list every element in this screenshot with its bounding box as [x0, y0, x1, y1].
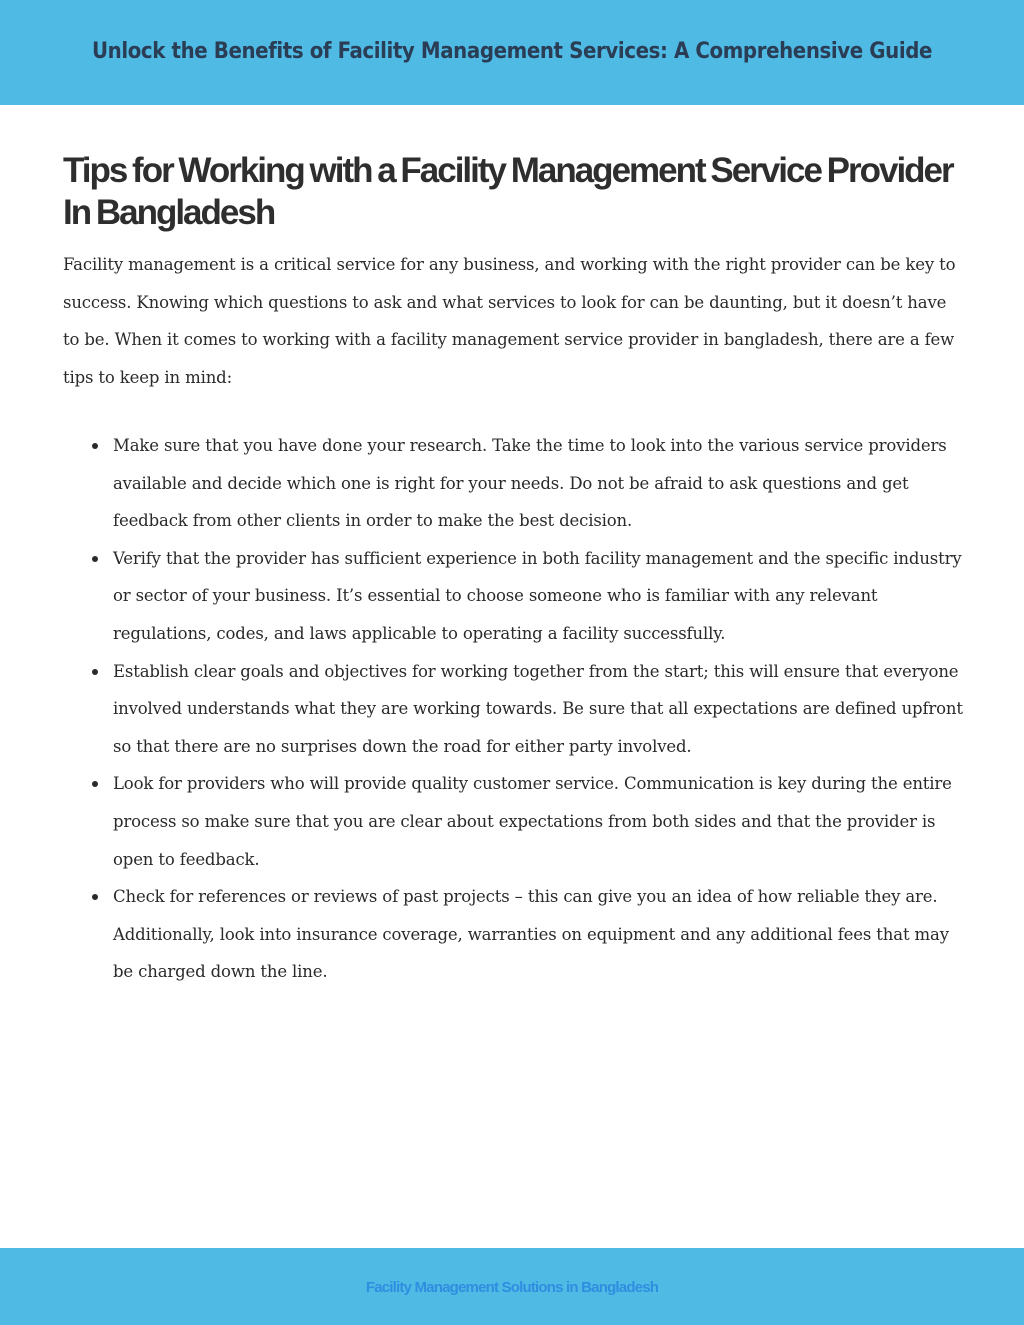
- list-item: [63, 427, 963, 540]
- bullet-icon: [92, 669, 98, 675]
- page-title: Tips for Working with a Facility Management Service Provider In Bangladesh: [63, 151, 953, 232]
- page-footer-band: [0, 1248, 1024, 1325]
- tip-text: Verify that the provider has sufficient experience in both facility management and the specific industry or sector of your business. It’s essential to choose someone who is familiar with any relevant regulations, codes, and laws applicable to operating a facility successfully.: [113, 548, 962, 643]
- tip-text: Check for references or reviews of past projects – this can give you an idea of how reliable they are. Additionally, look into insurance coverage, warranties on equipment and any additional fees that may be charged down the line.: [113, 887, 949, 982]
- page-header-band: [0, 0, 1024, 105]
- tips-list: [63, 427, 963, 991]
- tip-text: Make sure that you have done your research. Take the time to look into the various service providers available and decide which one is right for your needs. Do not be afraid to ask questions and get feedback from other clients in order to make the best decision.: [113, 436, 947, 531]
- bullet-icon: [92, 894, 98, 900]
- footer-link[interactable]: Facility Management Solutions in Bangladesh: [365, 1279, 659, 1296]
- intro-paragraph: Facility management is a critical service for any business, and working with the right provider can be key to success. Knowing which questions to ask and what services to look for can be daunting, but it doesn’t have to be. When it comes to working with a facility management service provider in bangladesh, there are a few tips to keep in mind:: [63, 255, 956, 387]
- list-item: [63, 540, 963, 653]
- document-header-title: Unlock the Benefits of Facility Management Services: A Comprehensive Guide: [91, 39, 932, 64]
- tip-text: Establish clear goals and objectives for working together from the start; this will ensure that everyone involved understands what they are working towards. Be sure that all expectations are defined upfront so that there are no surprises down the road for either party involved.: [113, 661, 963, 756]
- list-item: [63, 653, 963, 766]
- bullet-icon: [92, 556, 98, 562]
- main-content: [63, 150, 963, 991]
- bullet-icon: [92, 781, 98, 787]
- list-item: [63, 765, 963, 878]
- tip-text: Look for providers who will provide quality customer service. Communication is key during the entire process so make sure that you are clear about expectations from both sides and that the provider is open to feedback.: [113, 774, 952, 869]
- bullet-icon: [92, 443, 98, 449]
- list-item: [63, 878, 963, 991]
